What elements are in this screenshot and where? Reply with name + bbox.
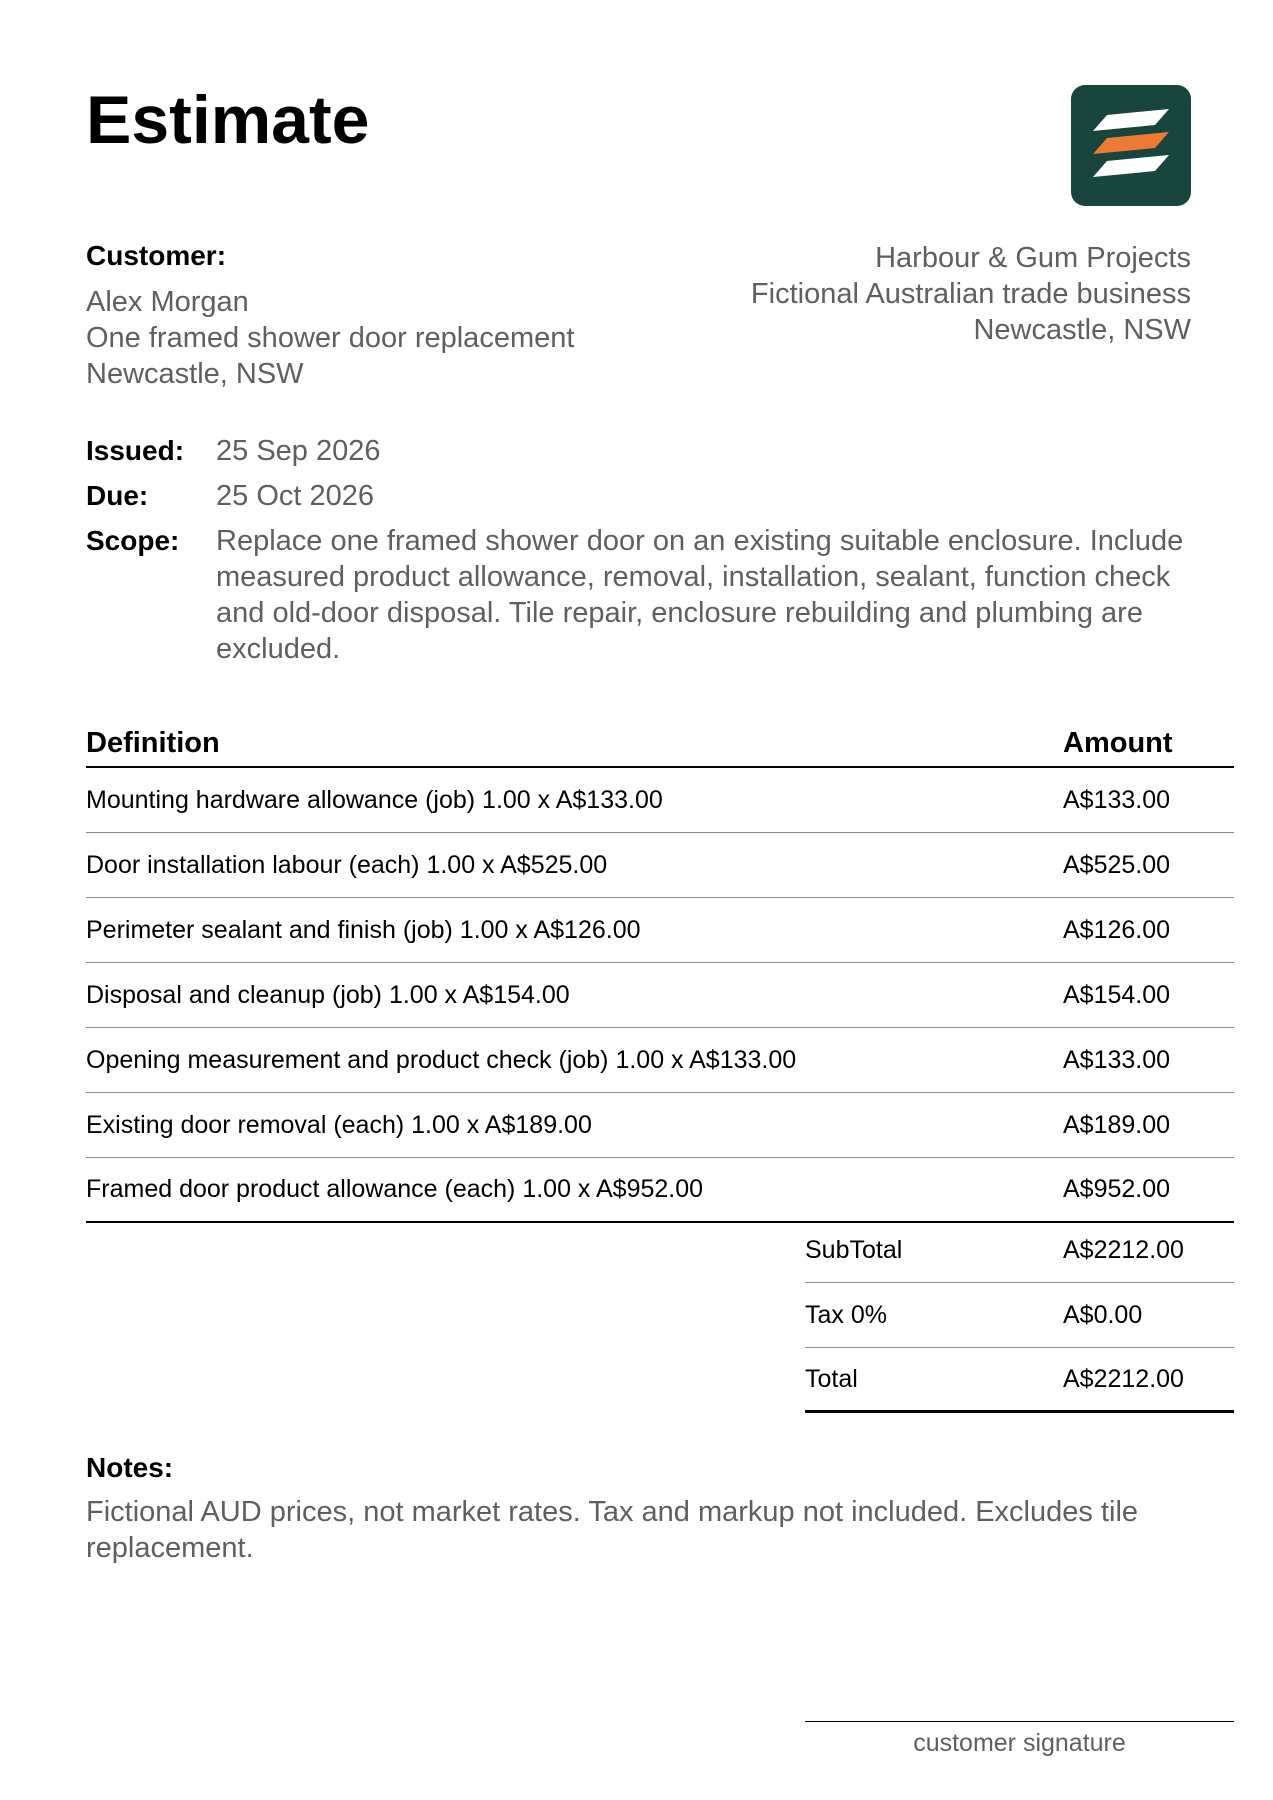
- table-body: [86, 768, 1234, 1223]
- customer-details: [86, 284, 574, 392]
- issued-label: Issued:: [86, 435, 185, 466]
- item-amount: A$133.00: [1063, 785, 1171, 814]
- item-amount: A$525.00: [1063, 850, 1171, 879]
- notes-label: Notes:: [86, 1452, 174, 1483]
- company-details: [751, 240, 1191, 348]
- table-row: [86, 1158, 1234, 1223]
- tax-label: Tax 0%: [805, 1300, 887, 1329]
- table-header: [86, 720, 1234, 768]
- item-definition: Opening measurement and product check (job) 1.00 x A$133.00: [86, 1045, 797, 1074]
- total-row: [805, 1348, 1234, 1413]
- item-definition: Disposal and cleanup (job) 1.00 x A$154.00: [86, 980, 570, 1009]
- table-row: [86, 833, 1234, 898]
- company-logo: [1071, 85, 1191, 206]
- table-row: [86, 1093, 1234, 1158]
- scope-row: [86, 523, 1196, 667]
- scope-label: Scope:: [86, 525, 180, 556]
- item-definition: Framed door product allowance (each) 1.00 x A$952.00: [86, 1175, 704, 1203]
- customer-job: One framed shower door replacement: [86, 322, 575, 354]
- item-amount: A$952.00: [1063, 1175, 1171, 1203]
- totals-table: [805, 1218, 1234, 1413]
- due-row: [86, 478, 1196, 514]
- line-items-table: [86, 720, 1234, 1223]
- item-definition: Existing door removal (each) 1.00 x A$189.00: [86, 1110, 592, 1139]
- item-amount: A$154.00: [1063, 980, 1171, 1009]
- definition-header: Definition: [86, 726, 220, 759]
- item-amount: A$126.00: [1063, 915, 1171, 944]
- table-row: [86, 963, 1234, 1028]
- customer-location: Newcastle, NSW: [86, 358, 304, 390]
- amount-header: Amount: [1063, 726, 1173, 759]
- scope-text: Replace one framed shower door on an existing suitable enclosure. Include measured product allowance, removal, installation, sealant, function check and old-door disposal. Tile repair, enclosure rebuilding and plumbing are excluded.: [216, 525, 1184, 665]
- tax-value: A$0.00: [1063, 1300, 1143, 1329]
- issued-date: 25 Sep 2026: [216, 435, 381, 467]
- subtotal-row: [805, 1218, 1234, 1283]
- customer-label: Customer:: [86, 240, 227, 271]
- item-amount: A$133.00: [1063, 1045, 1171, 1074]
- table-row: [86, 898, 1234, 963]
- due-label: Due:: [86, 480, 149, 511]
- issued-row: [86, 433, 1196, 469]
- subtotal-value: A$2212.00: [1063, 1235, 1184, 1264]
- company-location: Newcastle, NSW: [973, 314, 1191, 346]
- table-row: [86, 768, 1234, 833]
- signature-line: [805, 1721, 1234, 1722]
- total-value: A$2212.00: [1063, 1364, 1184, 1393]
- notes-text: Fictional AUD prices, not market rates. Tax and markup not included. Excludes tile replacement.: [86, 1496, 1139, 1564]
- item-definition: Door installation labour (each) 1.00 x A$525.00: [86, 850, 608, 879]
- stacked-layers-icon: [1071, 85, 1191, 206]
- document-title: Estimate: [86, 82, 370, 158]
- item-definition: Perimeter sealant and finish (job) 1.00 x A$126.00: [86, 915, 641, 944]
- table-row: [86, 1028, 1234, 1093]
- total-label: Total: [805, 1364, 858, 1393]
- due-date: 25 Oct 2026: [216, 480, 374, 512]
- signature-label: customer signature: [913, 1729, 1126, 1757]
- item-definition: Mounting hardware allowance (job) 1.00 x A$133.00: [86, 785, 663, 814]
- company-name: Harbour & Gum Projects: [875, 242, 1191, 274]
- company-description: Fictional Australian trade business: [750, 278, 1191, 310]
- tax-row: [805, 1283, 1234, 1348]
- customer-name: Alex Morgan: [86, 286, 249, 318]
- estimate-meta: [86, 433, 1196, 676]
- item-amount: A$189.00: [1063, 1110, 1171, 1139]
- subtotal-label: SubTotal: [805, 1235, 903, 1264]
